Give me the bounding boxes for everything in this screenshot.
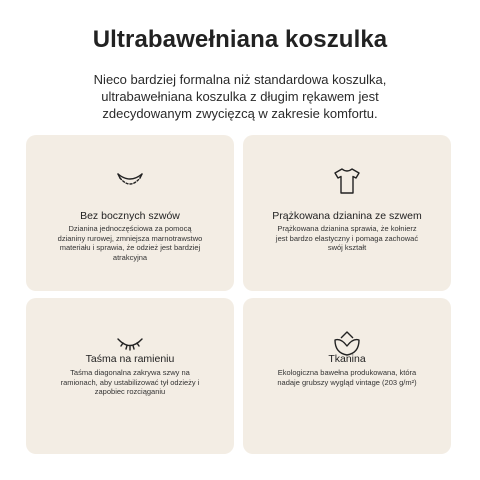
feature-title: Taśma na ramieniu bbox=[85, 353, 175, 365]
feature-card-fabric bbox=[243, 298, 451, 454]
feature-card-ribbed-knit bbox=[243, 135, 451, 291]
feature-description: Prążkowana dzianina sprawia, że kołnierz jest bardzo elastyczny i pomaga zachować swój kształt bbox=[275, 224, 419, 252]
page-subtitle: Nieco bardziej formalna niż standardowa koszulka, ultrabawełniana koszulka z długim rękawem jest zdecydowanym zwycięzcą w zakresie komfortu. bbox=[93, 72, 387, 121]
feature-title: Tkanina bbox=[328, 353, 366, 365]
feature-card-shoulder-tape bbox=[26, 298, 234, 454]
feature-card-side-seams bbox=[26, 135, 234, 291]
page-title: Ultrabawełniana koszulka bbox=[92, 26, 388, 53]
feature-title: Prążkowana dzianina ze szwem bbox=[272, 210, 422, 222]
feature-description: Taśma diagonalna zakrywa szwy na ramionach, aby ustabilizować tył odzieży i zapobiec rozciąganiu bbox=[60, 368, 200, 396]
feature-title: Bez bocznych szwów bbox=[80, 210, 180, 222]
feature-description: Dzianina jednoczęściowa za pomocą dzianiny rurowej, zmniejsza marnotrawstwo materiału i sprawia, że odzież jest bardziej atrakcyjna bbox=[57, 224, 203, 262]
feature-description: Ekologiczna bawełna produkowana, która nadaje grubszy wygląd vintage (203 g/m²) bbox=[277, 368, 417, 387]
collar-stitch-icon bbox=[114, 165, 146, 197]
tshirt-icon bbox=[331, 165, 363, 197]
